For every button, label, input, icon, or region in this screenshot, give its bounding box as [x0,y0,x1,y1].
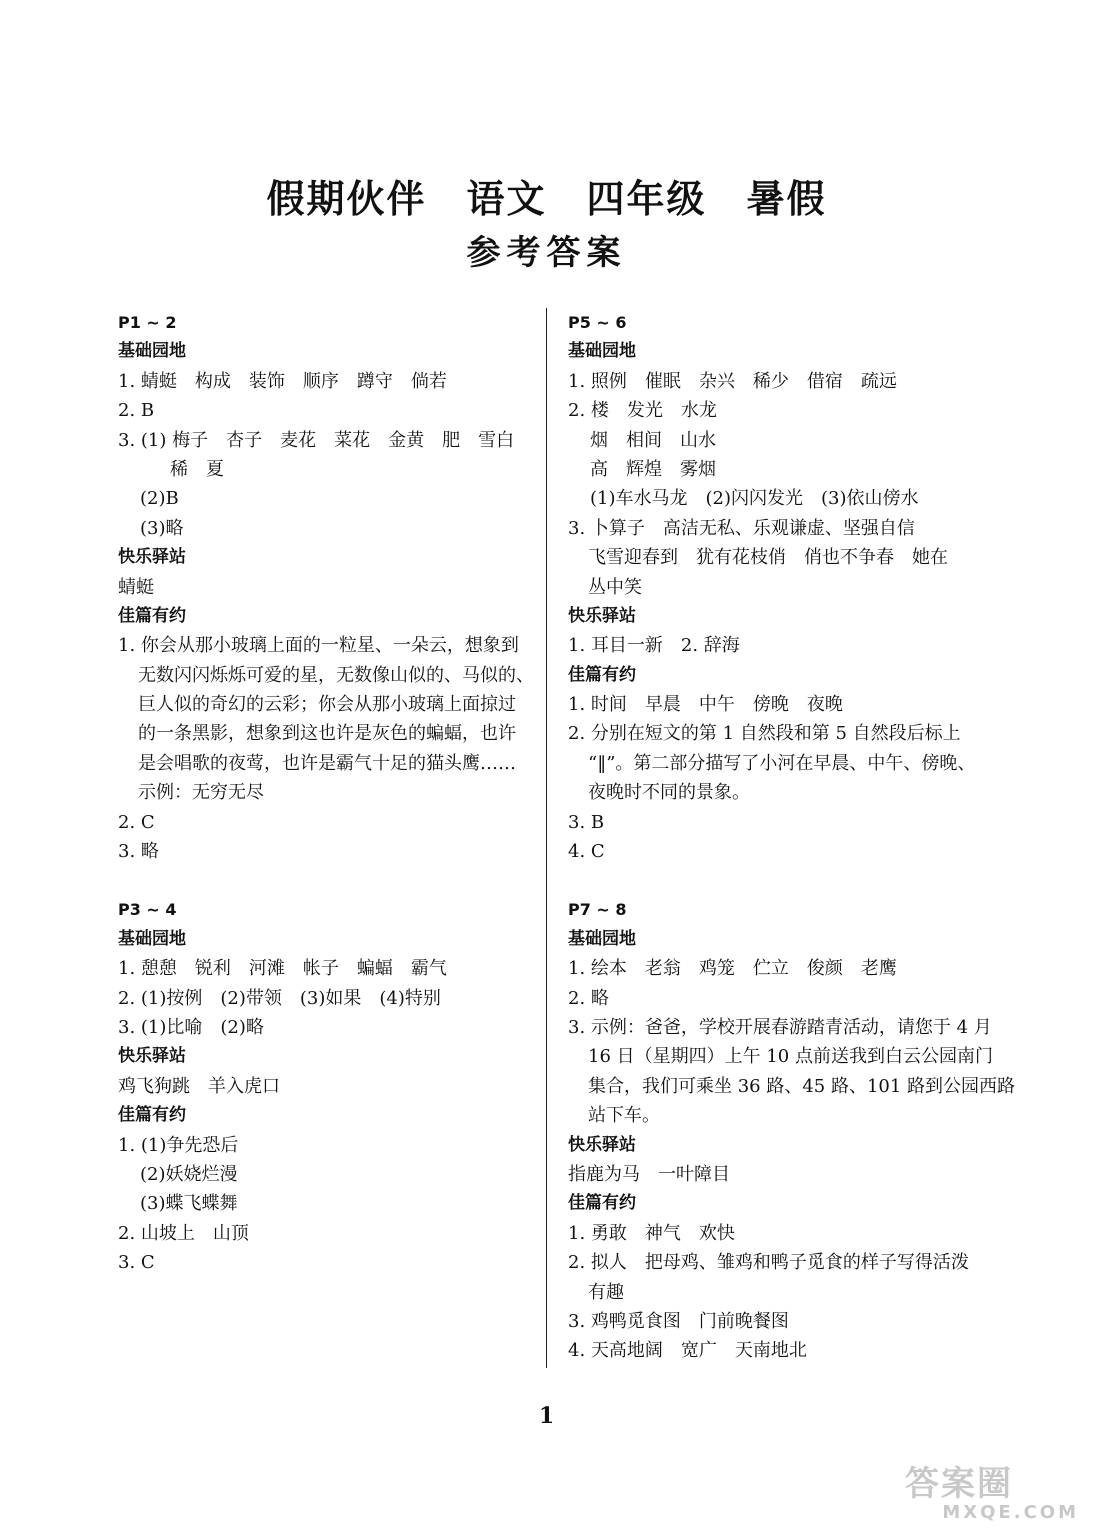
answer-line: 3. C [118,1252,155,1274]
answer-line: 丛中笑 [588,576,642,598]
answer-line: 1. 你会从那小玻璃上面的一粒星、一朵云，想象到 [118,635,519,657]
answer-line: 高 辉煌 雾烟 [590,458,716,480]
answer-line: 16 日（星期四）上午 10 点前送我到白云公园南门 [588,1046,993,1068]
answer-line: “‖”。第二部分描写了小河在早晨、中午、傍晚、 [588,752,976,774]
left-answer-column [118,308,538,1278]
answer-line: 3. 鸡鸭觅食图 门前晚餐图 [568,1310,789,1332]
section-heading: 基础园地 [118,928,186,949]
answer-line: (2)妖娆烂漫 [140,1163,238,1185]
answer-line: (3)略 [140,517,184,539]
section-heading: 佳篇有约 [118,1105,186,1126]
section-page-range: P3 ~ 4 [118,900,177,920]
answer-line: 有趣 [588,1281,624,1303]
section-heading: 快乐驿站 [118,547,186,568]
answer-line: 蜻蜓 [118,576,154,598]
answer-line: 2. 楼 发光 水龙 [568,400,717,422]
watermark-logo [905,1465,1085,1527]
answer-line: 1. 憩憩 锐利 河滩 帐子 蝙蝠 霸气 [118,958,447,980]
answer-line: 站下车。 [588,1105,660,1127]
answer-line: 1. 时间 早晨 中午 傍晚 夜晚 [568,694,843,716]
section-heading: 基础园地 [568,341,636,362]
watermark-site-text: MXQE.COM [942,1502,1079,1523]
answer-line: 3. (1) 梅子 杏子 麦花 菜花 金黄 肥 雪白 [118,429,515,451]
answer-line: 3. 卜算子 高洁无私、乐观谦虚、坚强自信 [568,517,915,539]
answer-line: 稀 夏 [170,458,224,480]
answer-line: 2. (1)按例 (2)带领 (3)如果 (4)特别 [118,987,441,1009]
answer-line: 1. 蜻蜓 构成 装饰 顺序 蹲守 倘若 [118,370,447,392]
section-spacer [568,866,998,895]
answer-line: 2. 拟人 把母鸡、雏鸡和鸭子觅食的样子写得活泼 [568,1252,969,1274]
answer-line: 的一条黑影，想象到这也许是灰色的蝙蝠，也许 [138,723,516,745]
section-heading: 佳篇有约 [118,605,186,626]
answer-line: 是会唱歌的夜莺，也许是霸气十足的猫头鹰…… [138,752,516,774]
answer-line: 2. 分别在短文的第 1 自然段和第 5 自然段后标上 [568,723,961,745]
page-number: 1 [538,1403,555,1429]
answer-line: 3. 示例：爸爸，学校开展春游踏青活动，请您于 4 月 [568,1016,992,1038]
watermark-logo-text: 答案圈 [905,1464,1013,1504]
answer-line: 1. (1)争先恐后 [118,1134,239,1156]
answer-line: (3)蝶飞蝶舞 [140,1193,238,1215]
answer-line: 集合，我们可乘坐 36 路、45 路、101 路到公园西路 [588,1075,1016,1097]
answer-line: 2. 山坡上 山顶 [118,1222,249,1244]
answer-line: 1. 绘本 老翁 鸡笼 伫立 俊颜 老鹰 [568,958,897,980]
answer-line: 1. 勇敢 神气 欢快 [568,1222,735,1244]
answer-line: 1. 耳目一新 2. 辞海 [568,635,740,657]
answer-line: 4. 天高地阔 宽广 天南地北 [568,1340,807,1362]
section-heading: 佳篇有约 [568,1193,636,1214]
section-heading: 快乐驿站 [568,605,636,626]
answer-line: 巨人似的奇幻的云彩；你会从那小玻璃上面掠过 [138,694,516,716]
section-heading: 快乐驿站 [118,1046,186,1067]
answer-line: 无数闪闪烁烁可爱的星，无数像山似的、马似的、 [138,664,534,686]
document-subtitle: 参考答案 [466,233,627,273]
answer-line: 指鹿为马 一叶障目 [568,1163,730,1185]
section-heading: 基础园地 [568,928,636,949]
section-heading: 基础园地 [118,341,186,362]
answer-line: 2. C [118,811,155,833]
column-divider [546,308,547,1368]
answer-line: 飞雪迎春到 犹有花枝俏 俏也不争春 她在 [588,547,948,569]
section-heading: 快乐驿站 [568,1134,636,1155]
section-spacer [118,866,538,895]
answer-line: 3. B [568,811,605,833]
document-title: 假期伙伴 语文 四年级 暑假 [266,177,827,221]
answer-line: 示例：无穷无尽 [138,782,264,804]
answer-line: 4. C [568,841,605,863]
answer-line: 烟 相间 山水 [590,429,716,451]
section-page-range: P5 ~ 6 [568,313,627,332]
section-heading: 佳篇有约 [568,664,636,685]
section-page-range: P1 ~ 2 [118,313,177,332]
answer-line: 夜晚时不同的景象。 [588,782,750,804]
answer-line: 3. (1)比喻 (2)略 [118,1016,264,1038]
answer-line: 2. B [118,400,155,422]
answer-line: 1. 照例 催眠 杂兴 稀少 借宿 疏远 [568,370,897,392]
right-answer-column [568,308,1016,1366]
answer-line: (1)车水马龙 (2)闪闪发光 (3)依山傍水 [590,488,919,510]
answer-line: (2)B [140,488,179,510]
answer-line: 鸡飞狗跳 羊入虎口 [118,1075,280,1097]
answer-line: 2. 略 [568,987,609,1009]
section-page-range: P7 ~ 8 [568,900,627,920]
answer-line: 3. 略 [118,841,159,863]
